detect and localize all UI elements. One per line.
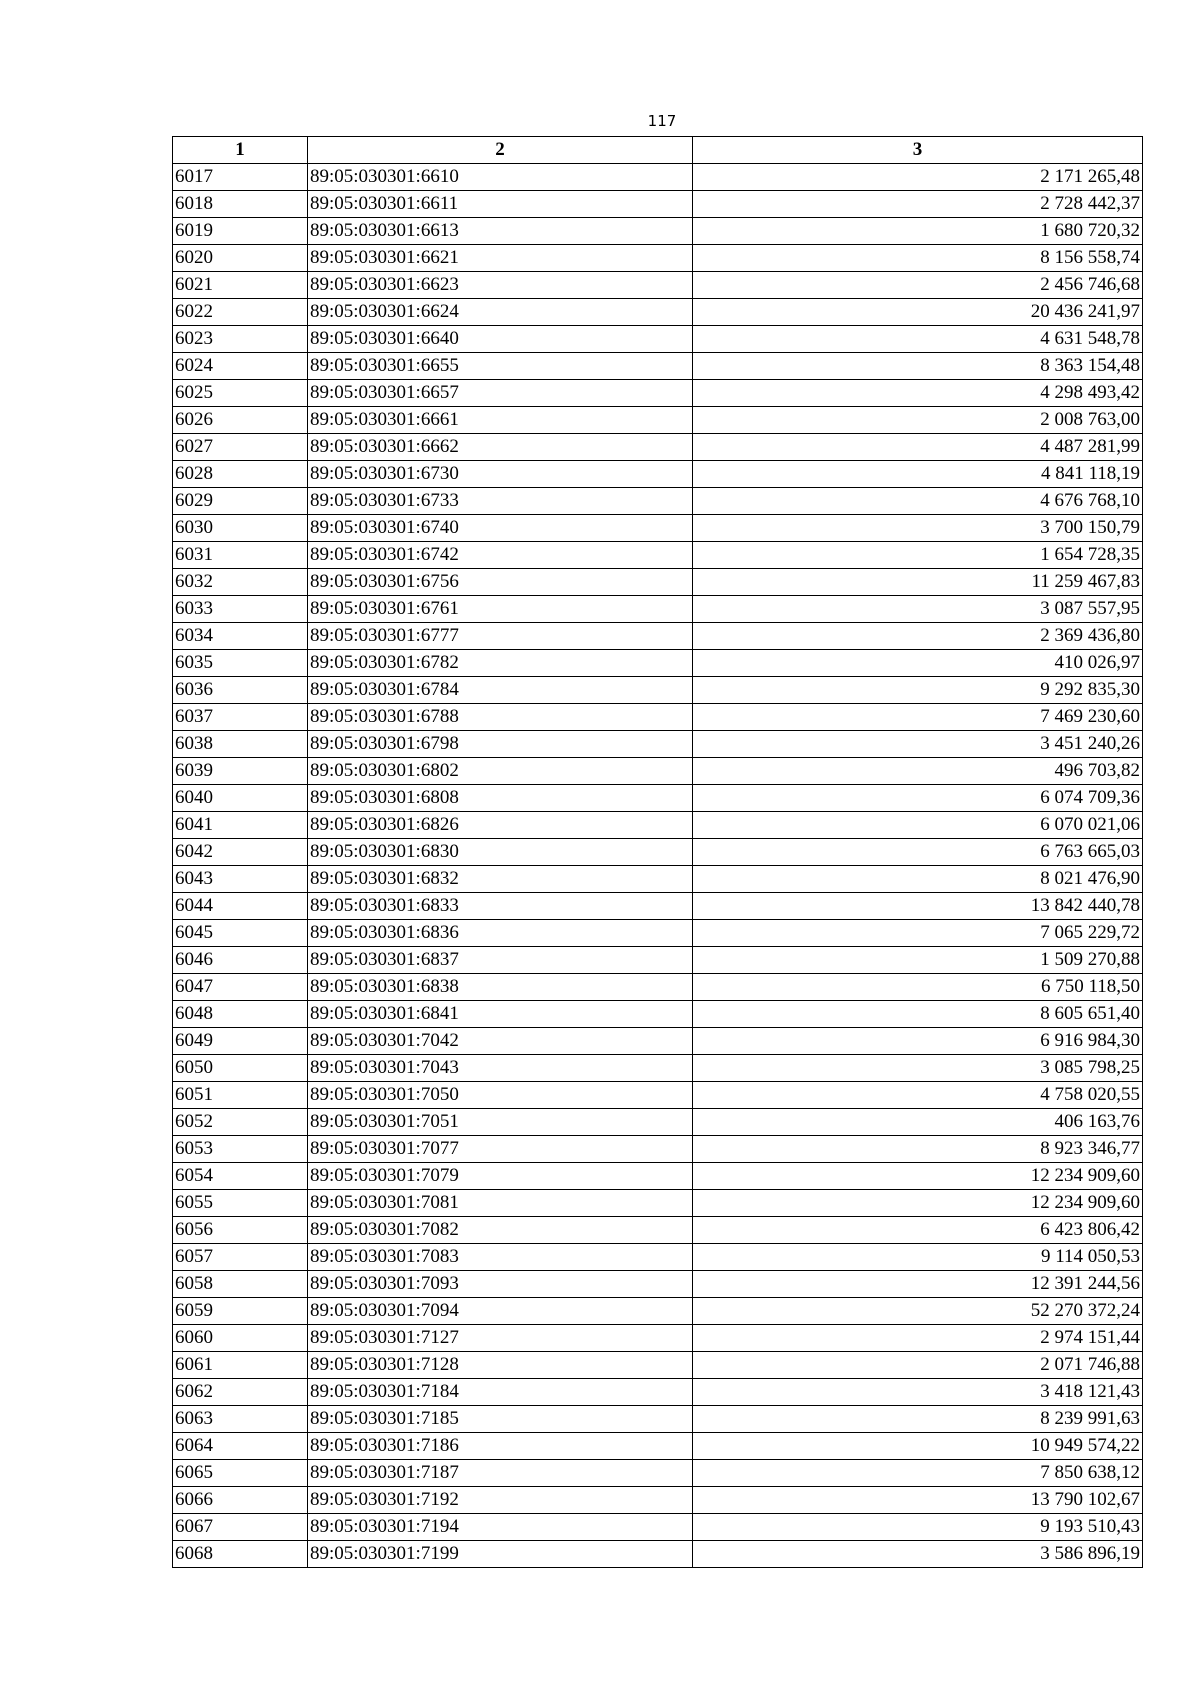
table-row [173,1460,1143,1487]
cadastral-number-cell: 89:05:030301:7199 [308,1541,693,1568]
row-number-cell: 6022 [173,299,308,326]
table-row [173,731,1143,758]
table-body [173,164,1143,1568]
value-cell: 1 509 270,88 [693,947,1143,974]
value-cell: 12 234 909,60 [693,1190,1143,1217]
table-row [173,245,1143,272]
cadastral-number-cell: 89:05:030301:7093 [308,1271,693,1298]
row-number-cell: 6048 [173,1001,308,1028]
cadastral-number-cell: 89:05:030301:6777 [308,623,693,650]
cadastral-number-cell: 89:05:030301:6761 [308,596,693,623]
row-number-cell: 6036 [173,677,308,704]
value-cell: 4 631 548,78 [693,326,1143,353]
value-cell: 3 085 798,25 [693,1055,1143,1082]
row-number-cell: 6019 [173,218,308,245]
cadastral-number-cell: 89:05:030301:6640 [308,326,693,353]
value-cell: 9 292 835,30 [693,677,1143,704]
value-cell: 410 026,97 [693,650,1143,677]
cadastral-number-cell: 89:05:030301:6740 [308,515,693,542]
cadastral-number-cell: 89:05:030301:6798 [308,731,693,758]
table-row [173,623,1143,650]
cadastral-number-cell: 89:05:030301:6733 [308,488,693,515]
table-row [173,1325,1143,1352]
row-number-cell: 6039 [173,758,308,785]
table-row [173,839,1143,866]
cadastral-number-cell: 89:05:030301:6610 [308,164,693,191]
cadastral-number-cell: 89:05:030301:6657 [308,380,693,407]
value-cell: 10 949 574,22 [693,1433,1143,1460]
table-row [173,1163,1143,1190]
row-number-cell: 6040 [173,785,308,812]
value-cell: 12 391 244,56 [693,1271,1143,1298]
row-number-cell: 6068 [173,1541,308,1568]
table-row [173,1379,1143,1406]
row-number-cell: 6062 [173,1379,308,1406]
table-row [173,1028,1143,1055]
table-row [173,461,1143,488]
value-cell: 3 451 240,26 [693,731,1143,758]
cadastral-number-cell: 89:05:030301:7079 [308,1163,693,1190]
cadastral-number-cell: 89:05:030301:7082 [308,1217,693,1244]
table-row [173,866,1143,893]
value-cell: 496 703,82 [693,758,1143,785]
row-number-cell: 6041 [173,812,308,839]
table-row [173,1001,1143,1028]
value-cell: 8 021 476,90 [693,866,1143,893]
row-number-cell: 6042 [173,839,308,866]
table-row [173,1406,1143,1433]
cadastral-number-cell: 89:05:030301:6756 [308,569,693,596]
table-row [173,1352,1143,1379]
value-cell: 7 065 229,72 [693,920,1143,947]
cadastral-number-cell: 89:05:030301:6837 [308,947,693,974]
row-number-cell: 6035 [173,650,308,677]
cadastral-number-cell: 89:05:030301:6613 [308,218,693,245]
cadastral-number-cell: 89:05:030301:7043 [308,1055,693,1082]
value-cell: 8 239 991,63 [693,1406,1143,1433]
page-number: 117 [647,112,677,130]
cadastral-number-cell: 89:05:030301:6611 [308,191,693,218]
value-cell: 6 750 118,50 [693,974,1143,1001]
row-number-cell: 6060 [173,1325,308,1352]
table-row [173,893,1143,920]
table-row [173,920,1143,947]
data-table [172,136,1143,1568]
table-row [173,542,1143,569]
cadastral-number-cell: 89:05:030301:6784 [308,677,693,704]
table-row [173,407,1143,434]
row-number-cell: 6027 [173,434,308,461]
table-row [173,1514,1143,1541]
table-row [173,785,1143,812]
cadastral-number-cell: 89:05:030301:6833 [308,893,693,920]
cadastral-number-cell: 89:05:030301:7050 [308,1082,693,1109]
value-cell: 7 469 230,60 [693,704,1143,731]
cadastral-number-cell: 89:05:030301:7127 [308,1325,693,1352]
table-row [173,596,1143,623]
row-number-cell: 6028 [173,461,308,488]
cadastral-number-cell: 89:05:030301:7077 [308,1136,693,1163]
row-number-cell: 6052 [173,1109,308,1136]
row-number-cell: 6061 [173,1352,308,1379]
table-row [173,218,1143,245]
row-number-cell: 6024 [173,353,308,380]
row-number-cell: 6037 [173,704,308,731]
table-row [173,299,1143,326]
value-cell: 2 974 151,44 [693,1325,1143,1352]
table-row [173,1487,1143,1514]
row-number-cell: 6043 [173,866,308,893]
row-number-cell: 6066 [173,1487,308,1514]
row-number-cell: 6038 [173,731,308,758]
value-cell: 8 363 154,48 [693,353,1143,380]
value-cell: 4 487 281,99 [693,434,1143,461]
cadastral-number-cell: 89:05:030301:6782 [308,650,693,677]
row-number-cell: 6020 [173,245,308,272]
row-number-cell: 6057 [173,1244,308,1271]
cadastral-number-cell: 89:05:030301:6808 [308,785,693,812]
table-row [173,191,1143,218]
table-row [173,434,1143,461]
value-cell: 2 071 746,88 [693,1352,1143,1379]
row-number-cell: 6050 [173,1055,308,1082]
table-row [173,1082,1143,1109]
value-cell: 2 171 265,48 [693,164,1143,191]
value-cell: 6 074 709,36 [693,785,1143,812]
row-number-cell: 6063 [173,1406,308,1433]
cadastral-number-cell: 89:05:030301:7186 [308,1433,693,1460]
table-row [173,677,1143,704]
value-cell: 13 790 102,67 [693,1487,1143,1514]
value-cell: 6 916 984,30 [693,1028,1143,1055]
cadastral-number-cell: 89:05:030301:7094 [308,1298,693,1325]
cadastral-number-cell: 89:05:030301:6830 [308,839,693,866]
cadastral-number-cell: 89:05:030301:6624 [308,299,693,326]
table-row [173,1136,1143,1163]
cadastral-number-cell: 89:05:030301:7187 [308,1460,693,1487]
row-number-cell: 6054 [173,1163,308,1190]
value-cell: 2 728 442,37 [693,191,1143,218]
table-row [173,1271,1143,1298]
value-cell: 2 008 763,00 [693,407,1143,434]
row-number-cell: 6017 [173,164,308,191]
cadastral-number-cell: 89:05:030301:6623 [308,272,693,299]
row-number-cell: 6067 [173,1514,308,1541]
row-number-cell: 6034 [173,623,308,650]
value-cell: 8 923 346,77 [693,1136,1143,1163]
cadastral-number-cell: 89:05:030301:7083 [308,1244,693,1271]
row-number-cell: 6030 [173,515,308,542]
cadastral-number-cell: 89:05:030301:6621 [308,245,693,272]
table-row [173,650,1143,677]
value-cell: 4 298 493,42 [693,380,1143,407]
value-cell: 2 369 436,80 [693,623,1143,650]
cadastral-number-cell: 89:05:030301:7128 [308,1352,693,1379]
cadastral-number-cell: 89:05:030301:6730 [308,461,693,488]
cadastral-number-cell: 89:05:030301:6838 [308,974,693,1001]
row-number-cell: 6053 [173,1136,308,1163]
cadastral-number-cell: 89:05:030301:6662 [308,434,693,461]
row-number-cell: 6049 [173,1028,308,1055]
value-cell: 4 676 768,10 [693,488,1143,515]
row-number-cell: 6025 [173,380,308,407]
value-cell: 6 070 021,06 [693,812,1143,839]
cadastral-number-cell: 89:05:030301:7192 [308,1487,693,1514]
value-cell: 7 850 638,12 [693,1460,1143,1487]
value-cell: 4 758 020,55 [693,1082,1143,1109]
table-row [173,164,1143,191]
header-row [173,137,1143,164]
cadastral-number-cell: 89:05:030301:7194 [308,1514,693,1541]
table-row [173,380,1143,407]
cadastral-number-cell: 89:05:030301:7051 [308,1109,693,1136]
cadastral-number-cell: 89:05:030301:7184 [308,1379,693,1406]
value-cell: 11 259 467,83 [693,569,1143,596]
table-row [173,326,1143,353]
row-number-cell: 6044 [173,893,308,920]
value-cell: 9 114 050,53 [693,1244,1143,1271]
row-number-cell: 6021 [173,272,308,299]
header-col-2: 2 [308,137,693,164]
row-number-cell: 6051 [173,1082,308,1109]
table-row [173,1190,1143,1217]
value-cell: 3 700 150,79 [693,515,1143,542]
value-cell: 1 654 728,35 [693,542,1143,569]
table-row [173,515,1143,542]
value-cell: 2 456 746,68 [693,272,1143,299]
header-col-1: 1 [173,137,308,164]
table-row [173,812,1143,839]
cadastral-number-cell: 89:05:030301:6661 [308,407,693,434]
cadastral-number-cell: 89:05:030301:6802 [308,758,693,785]
value-cell: 6 763 665,03 [693,839,1143,866]
table-header [173,137,1143,164]
row-number-cell: 6056 [173,1217,308,1244]
row-number-cell: 6033 [173,596,308,623]
table-row [173,974,1143,1001]
value-cell: 52 270 372,24 [693,1298,1143,1325]
row-number-cell: 6031 [173,542,308,569]
table-row [173,353,1143,380]
value-cell: 4 841 118,19 [693,461,1143,488]
table-row [173,1109,1143,1136]
value-cell: 13 842 440,78 [693,893,1143,920]
cadastral-number-cell: 89:05:030301:6826 [308,812,693,839]
row-number-cell: 6023 [173,326,308,353]
table-row [173,704,1143,731]
cadastral-number-cell: 89:05:030301:7081 [308,1190,693,1217]
cadastral-number-cell: 89:05:030301:6742 [308,542,693,569]
value-cell: 8 156 558,74 [693,245,1143,272]
table-row [173,1433,1143,1460]
row-number-cell: 6059 [173,1298,308,1325]
row-number-cell: 6065 [173,1460,308,1487]
table-row [173,1244,1143,1271]
header-col-3: 3 [693,137,1143,164]
cadastral-number-cell: 89:05:030301:6841 [308,1001,693,1028]
row-number-cell: 6026 [173,407,308,434]
table-row [173,1541,1143,1568]
row-number-cell: 6064 [173,1433,308,1460]
cadastral-number-cell: 89:05:030301:6836 [308,920,693,947]
row-number-cell: 6029 [173,488,308,515]
value-cell: 1 680 720,32 [693,218,1143,245]
table-row [173,947,1143,974]
cadastral-number-cell: 89:05:030301:6655 [308,353,693,380]
value-cell: 12 234 909,60 [693,1163,1143,1190]
row-number-cell: 6045 [173,920,308,947]
table-row [173,1055,1143,1082]
cadastral-number-cell: 89:05:030301:6832 [308,866,693,893]
table-row [173,569,1143,596]
row-number-cell: 6018 [173,191,308,218]
value-cell: 3 087 557,95 [693,596,1143,623]
row-number-cell: 6032 [173,569,308,596]
cadastral-number-cell: 89:05:030301:7042 [308,1028,693,1055]
table-row [173,1298,1143,1325]
value-cell: 8 605 651,40 [693,1001,1143,1028]
row-number-cell: 6047 [173,974,308,1001]
table-row [173,272,1143,299]
row-number-cell: 6046 [173,947,308,974]
value-cell: 3 418 121,43 [693,1379,1143,1406]
value-cell: 3 586 896,19 [693,1541,1143,1568]
value-cell: 6 423 806,42 [693,1217,1143,1244]
cadastral-number-cell: 89:05:030301:7185 [308,1406,693,1433]
row-number-cell: 6058 [173,1271,308,1298]
cadastral-number-cell: 89:05:030301:6788 [308,704,693,731]
value-cell: 9 193 510,43 [693,1514,1143,1541]
table-row [173,1217,1143,1244]
row-number-cell: 6055 [173,1190,308,1217]
value-cell: 406 163,76 [693,1109,1143,1136]
value-cell: 20 436 241,97 [693,299,1143,326]
table-row [173,488,1143,515]
table-row [173,758,1143,785]
